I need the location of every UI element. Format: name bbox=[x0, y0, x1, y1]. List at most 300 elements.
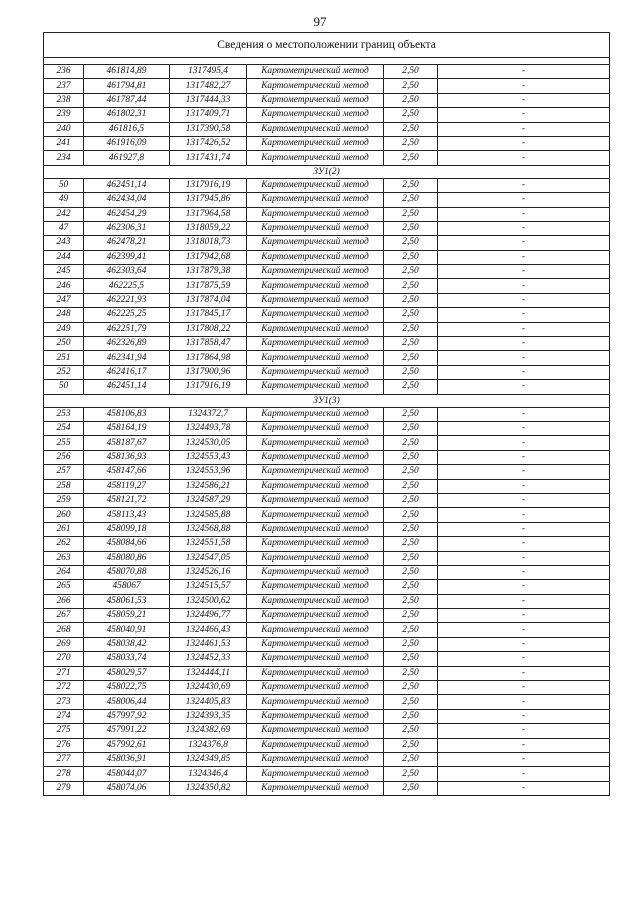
point-number-cell: 234 bbox=[44, 151, 84, 165]
method-cell: Картометрический метод bbox=[247, 250, 384, 264]
description-cell: - bbox=[438, 522, 610, 536]
coordinate-x-cell: 462434,04 bbox=[84, 193, 170, 207]
coordinate-x-cell: 458074,06 bbox=[84, 781, 170, 795]
accuracy-cell: 2,50 bbox=[384, 178, 438, 192]
accuracy-cell: 2,50 bbox=[384, 380, 438, 394]
accuracy-cell: 2,50 bbox=[384, 65, 438, 79]
table-row bbox=[44, 436, 610, 450]
description-cell: - bbox=[438, 337, 610, 351]
coordinate-x-cell: 458006,44 bbox=[84, 695, 170, 709]
description-cell: - bbox=[438, 421, 610, 435]
description-cell: - bbox=[438, 308, 610, 322]
point-number-cell: 236 bbox=[44, 65, 84, 79]
description-cell: - bbox=[438, 537, 610, 551]
method-cell: Картометрический метод bbox=[247, 322, 384, 336]
coordinate-y-cell: 1324493,78 bbox=[170, 421, 247, 435]
coordinate-x-cell: 458022,75 bbox=[84, 681, 170, 695]
method-cell: Картометрический метод bbox=[247, 508, 384, 522]
coordinate-x-cell: 462451,14 bbox=[84, 380, 170, 394]
coordinate-y-cell: 1324586,21 bbox=[170, 479, 247, 493]
description-cell: - bbox=[438, 265, 610, 279]
coordinate-x-cell: 462451,14 bbox=[84, 178, 170, 192]
coordinate-x-cell: 461794,81 bbox=[84, 79, 170, 93]
coordinate-y-cell: 1317879,38 bbox=[170, 265, 247, 279]
accuracy-cell: 2,50 bbox=[384, 279, 438, 293]
coordinate-y-cell: 1324551,58 bbox=[170, 537, 247, 551]
description-cell: - bbox=[438, 279, 610, 293]
coordinate-y-cell: 1324587,29 bbox=[170, 493, 247, 507]
point-number-cell: 243 bbox=[44, 236, 84, 250]
table-row bbox=[44, 580, 610, 594]
coordinate-y-cell: 1324372,7 bbox=[170, 407, 247, 421]
accuracy-cell: 2,50 bbox=[384, 637, 438, 651]
section-title: ЗУ1(2) bbox=[44, 165, 610, 178]
method-cell: Картометрический метод bbox=[247, 551, 384, 565]
coordinate-y-cell: 1317874,04 bbox=[170, 293, 247, 307]
description-cell: - bbox=[438, 594, 610, 608]
coordinate-x-cell: 458121,72 bbox=[84, 493, 170, 507]
spacer-row bbox=[44, 58, 610, 65]
method-cell: Картометрический метод bbox=[247, 265, 384, 279]
description-cell: - bbox=[438, 365, 610, 379]
coordinate-y-cell: 1317431,74 bbox=[170, 151, 247, 165]
table-row bbox=[44, 767, 610, 781]
coordinate-x-cell: 458036,91 bbox=[84, 752, 170, 766]
coordinate-y-cell: 1324585,88 bbox=[170, 508, 247, 522]
coordinate-y-cell: 1324530,05 bbox=[170, 436, 247, 450]
method-cell: Картометрический метод bbox=[247, 207, 384, 221]
point-number-cell: 256 bbox=[44, 450, 84, 464]
table-row bbox=[44, 450, 610, 464]
method-cell: Картометрический метод bbox=[247, 767, 384, 781]
accuracy-cell: 2,50 bbox=[384, 465, 438, 479]
method-cell: Картометрический метод bbox=[247, 79, 384, 93]
boundary-coordinates-table bbox=[43, 32, 610, 796]
point-number-cell: 251 bbox=[44, 351, 84, 365]
coordinate-y-cell: 1324553,96 bbox=[170, 465, 247, 479]
coordinate-y-cell: 1324350,82 bbox=[170, 781, 247, 795]
method-cell: Картометрический метод bbox=[247, 752, 384, 766]
coordinate-y-cell: 1317916,19 bbox=[170, 178, 247, 192]
table-row bbox=[44, 508, 610, 522]
coordinate-x-cell: 462251,79 bbox=[84, 322, 170, 336]
coordinate-y-cell: 1324452,33 bbox=[170, 652, 247, 666]
coordinate-x-cell: 461787,44 bbox=[84, 93, 170, 107]
coordinate-x-cell: 461927,8 bbox=[84, 151, 170, 165]
table-row bbox=[44, 781, 610, 795]
table-header-row bbox=[44, 33, 610, 58]
table-row bbox=[44, 594, 610, 608]
table-row bbox=[44, 108, 610, 122]
description-cell: - bbox=[438, 93, 610, 107]
coordinate-x-cell: 458119,27 bbox=[84, 479, 170, 493]
point-number-cell: 50 bbox=[44, 380, 84, 394]
description-cell: - bbox=[438, 666, 610, 680]
spacer-cell bbox=[44, 58, 610, 65]
page-number: 97 bbox=[313, 14, 327, 29]
table-row bbox=[44, 537, 610, 551]
coordinate-y-cell: 1317482,27 bbox=[170, 79, 247, 93]
coordinate-y-cell: 1317845,17 bbox=[170, 308, 247, 322]
coordinate-y-cell: 1317864,98 bbox=[170, 351, 247, 365]
method-cell: Картометрический метод bbox=[247, 122, 384, 136]
table-row bbox=[44, 565, 610, 579]
method-cell: Картометрический метод bbox=[247, 193, 384, 207]
accuracy-cell: 2,50 bbox=[384, 122, 438, 136]
coordinate-y-cell: 1324405,83 bbox=[170, 695, 247, 709]
point-number-cell: 267 bbox=[44, 609, 84, 623]
description-cell: - bbox=[438, 652, 610, 666]
point-number-cell: 241 bbox=[44, 136, 84, 150]
coordinate-y-cell: 1317945,86 bbox=[170, 193, 247, 207]
coordinate-y-cell: 1317916,19 bbox=[170, 380, 247, 394]
coordinate-y-cell: 1324376,8 bbox=[170, 738, 247, 752]
method-cell: Картометрический метод bbox=[247, 236, 384, 250]
table-row bbox=[44, 322, 610, 336]
accuracy-cell: 2,50 bbox=[384, 508, 438, 522]
method-cell: Картометрический метод bbox=[247, 436, 384, 450]
accuracy-cell: 2,50 bbox=[384, 551, 438, 565]
accuracy-cell: 2,50 bbox=[384, 724, 438, 738]
method-cell: Картометрический метод bbox=[247, 709, 384, 723]
coordinate-x-cell: 461802,31 bbox=[84, 108, 170, 122]
accuracy-cell: 2,50 bbox=[384, 151, 438, 165]
method-cell: Картометрический метод bbox=[247, 609, 384, 623]
point-number-cell: 264 bbox=[44, 565, 84, 579]
description-cell: - bbox=[438, 465, 610, 479]
table-row bbox=[44, 207, 610, 221]
coordinate-y-cell: 1324526,16 bbox=[170, 565, 247, 579]
coordinate-y-cell: 1317875,59 bbox=[170, 279, 247, 293]
table-row bbox=[44, 293, 610, 307]
method-cell: Картометрический метод bbox=[247, 724, 384, 738]
point-number-cell: 266 bbox=[44, 594, 84, 608]
method-cell: Картометрический метод bbox=[247, 565, 384, 579]
accuracy-cell: 2,50 bbox=[384, 421, 438, 435]
coordinate-x-cell: 462303,64 bbox=[84, 265, 170, 279]
method-cell: Картометрический метод bbox=[247, 652, 384, 666]
method-cell: Картометрический метод bbox=[247, 738, 384, 752]
point-number-cell: 262 bbox=[44, 537, 84, 551]
method-cell: Картометрический метод bbox=[247, 681, 384, 695]
point-number-cell: 255 bbox=[44, 436, 84, 450]
description-cell: - bbox=[438, 322, 610, 336]
accuracy-cell: 2,50 bbox=[384, 752, 438, 766]
description-cell: - bbox=[438, 637, 610, 651]
description-cell: - bbox=[438, 250, 610, 264]
accuracy-cell: 2,50 bbox=[384, 565, 438, 579]
accuracy-cell: 2,50 bbox=[384, 108, 438, 122]
table-row bbox=[44, 79, 610, 93]
coordinate-x-cell: 458080,86 bbox=[84, 551, 170, 565]
method-cell: Картометрический метод bbox=[247, 421, 384, 435]
method-cell: Картометрический метод bbox=[247, 178, 384, 192]
point-number-cell: 260 bbox=[44, 508, 84, 522]
method-cell: Картометрический метод bbox=[247, 136, 384, 150]
description-cell: - bbox=[438, 565, 610, 579]
coordinate-y-cell: 1317900,96 bbox=[170, 365, 247, 379]
table-row bbox=[44, 709, 610, 723]
method-cell: Картометрический метод bbox=[247, 380, 384, 394]
coordinate-x-cell: 462454,29 bbox=[84, 207, 170, 221]
table-header: Сведения о местоположении границ объекта bbox=[44, 33, 610, 58]
coordinate-y-cell: 1324568,88 bbox=[170, 522, 247, 536]
method-cell: Картометрический метод bbox=[247, 522, 384, 536]
description-cell: - bbox=[438, 136, 610, 150]
table-row bbox=[44, 93, 610, 107]
table-row bbox=[44, 65, 610, 79]
table-row bbox=[44, 666, 610, 680]
table-row bbox=[44, 136, 610, 150]
point-number-cell: 248 bbox=[44, 308, 84, 322]
coordinate-x-cell: 458033,74 bbox=[84, 652, 170, 666]
method-cell: Картометрический метод bbox=[247, 308, 384, 322]
coordinate-x-cell: 458029,57 bbox=[84, 666, 170, 680]
description-cell: - bbox=[438, 609, 610, 623]
table-row bbox=[44, 337, 610, 351]
method-cell: Картометрический метод bbox=[247, 151, 384, 165]
point-number-cell: 275 bbox=[44, 724, 84, 738]
coordinate-y-cell: 1317964,58 bbox=[170, 207, 247, 221]
point-number-cell: 278 bbox=[44, 767, 84, 781]
coordinate-y-cell: 1318059,22 bbox=[170, 221, 247, 235]
coordinate-x-cell: 458136,93 bbox=[84, 450, 170, 464]
coordinate-x-cell: 462341,94 bbox=[84, 351, 170, 365]
method-cell: Картометрический метод bbox=[247, 594, 384, 608]
coordinate-y-cell: 1317495,4 bbox=[170, 65, 247, 79]
accuracy-cell: 2,50 bbox=[384, 337, 438, 351]
description-cell: - bbox=[438, 221, 610, 235]
accuracy-cell: 2,50 bbox=[384, 351, 438, 365]
point-number-cell: 261 bbox=[44, 522, 84, 536]
accuracy-cell: 2,50 bbox=[384, 594, 438, 608]
method-cell: Картометрический метод bbox=[247, 479, 384, 493]
coordinate-x-cell: 462225,5 bbox=[84, 279, 170, 293]
point-number-cell: 252 bbox=[44, 365, 84, 379]
table-row bbox=[44, 752, 610, 766]
coordinate-x-cell: 458070,88 bbox=[84, 565, 170, 579]
table-row bbox=[44, 279, 610, 293]
description-cell: - bbox=[438, 781, 610, 795]
point-number-cell: 247 bbox=[44, 293, 84, 307]
accuracy-cell: 2,50 bbox=[384, 623, 438, 637]
accuracy-cell: 2,50 bbox=[384, 681, 438, 695]
accuracy-cell: 2,50 bbox=[384, 781, 438, 795]
point-number-cell: 274 bbox=[44, 709, 84, 723]
coordinate-x-cell: 462478,21 bbox=[84, 236, 170, 250]
table-row bbox=[44, 479, 610, 493]
method-cell: Картометрический метод bbox=[247, 695, 384, 709]
accuracy-cell: 2,50 bbox=[384, 293, 438, 307]
point-number-cell: 242 bbox=[44, 207, 84, 221]
coordinate-x-cell: 457997,92 bbox=[84, 709, 170, 723]
coordinate-x-cell: 461816,5 bbox=[84, 122, 170, 136]
table-row bbox=[44, 151, 610, 165]
description-cell: - bbox=[438, 108, 610, 122]
method-cell: Картометрический метод bbox=[247, 465, 384, 479]
table-row bbox=[44, 465, 610, 479]
coordinate-y-cell: 1324349,85 bbox=[170, 752, 247, 766]
method-cell: Картометрический метод bbox=[247, 365, 384, 379]
description-cell: - bbox=[438, 293, 610, 307]
coordinate-y-cell: 1317409,71 bbox=[170, 108, 247, 122]
point-number-cell: 270 bbox=[44, 652, 84, 666]
point-number-cell: 253 bbox=[44, 407, 84, 421]
point-number-cell: 249 bbox=[44, 322, 84, 336]
description-cell: - bbox=[438, 508, 610, 522]
accuracy-cell: 2,50 bbox=[384, 522, 438, 536]
table-row bbox=[44, 738, 610, 752]
point-number-cell: 276 bbox=[44, 738, 84, 752]
accuracy-cell: 2,50 bbox=[384, 79, 438, 93]
accuracy-cell: 2,50 bbox=[384, 493, 438, 507]
description-cell: - bbox=[438, 752, 610, 766]
point-number-cell: 246 bbox=[44, 279, 84, 293]
coordinate-y-cell: 1324500,62 bbox=[170, 594, 247, 608]
description-cell: - bbox=[438, 767, 610, 781]
point-number-cell: 259 bbox=[44, 493, 84, 507]
accuracy-cell: 2,50 bbox=[384, 207, 438, 221]
method-cell: Картометрический метод bbox=[247, 65, 384, 79]
accuracy-cell: 2,50 bbox=[384, 450, 438, 464]
table-row bbox=[44, 681, 610, 695]
accuracy-cell: 2,50 bbox=[384, 236, 438, 250]
description-cell: - bbox=[438, 738, 610, 752]
method-cell: Картометрический метод bbox=[247, 623, 384, 637]
table-row bbox=[44, 609, 610, 623]
description-cell: - bbox=[438, 551, 610, 565]
method-cell: Картометрический метод bbox=[247, 781, 384, 795]
table-row bbox=[44, 695, 610, 709]
table-row bbox=[44, 122, 610, 136]
coordinate-y-cell: 1317444,33 bbox=[170, 93, 247, 107]
accuracy-cell: 2,50 bbox=[384, 365, 438, 379]
accuracy-cell: 2,50 bbox=[384, 695, 438, 709]
point-number-cell: 254 bbox=[44, 421, 84, 435]
point-number-cell: 49 bbox=[44, 193, 84, 207]
coordinate-y-cell: 1324461,53 bbox=[170, 637, 247, 651]
table-row bbox=[44, 351, 610, 365]
method-cell: Картометрический метод bbox=[247, 493, 384, 507]
table-row bbox=[44, 407, 610, 421]
coordinate-y-cell: 1317426,52 bbox=[170, 136, 247, 150]
coordinate-x-cell: 458059,21 bbox=[84, 609, 170, 623]
description-cell: - bbox=[438, 436, 610, 450]
method-cell: Картометрический метод bbox=[247, 537, 384, 551]
accuracy-cell: 2,50 bbox=[384, 709, 438, 723]
table-row bbox=[44, 193, 610, 207]
point-number-cell: 258 bbox=[44, 479, 84, 493]
accuracy-cell: 2,50 bbox=[384, 407, 438, 421]
coordinate-x-cell: 462221,93 bbox=[84, 293, 170, 307]
coordinate-x-cell: 458040,91 bbox=[84, 623, 170, 637]
section-title-row bbox=[44, 165, 610, 178]
coordinate-y-cell: 1324466,43 bbox=[170, 623, 247, 637]
coordinate-y-cell: 1324515,57 bbox=[170, 580, 247, 594]
description-cell: - bbox=[438, 207, 610, 221]
method-cell: Картометрический метод bbox=[247, 637, 384, 651]
description-cell: - bbox=[438, 178, 610, 192]
accuracy-cell: 2,50 bbox=[384, 308, 438, 322]
point-number-cell: 263 bbox=[44, 551, 84, 565]
coordinate-x-cell: 462225,25 bbox=[84, 308, 170, 322]
description-cell: - bbox=[438, 351, 610, 365]
description-cell: - bbox=[438, 450, 610, 464]
coordinate-x-cell: 462306,31 bbox=[84, 221, 170, 235]
point-number-cell: 277 bbox=[44, 752, 84, 766]
coordinate-y-cell: 1324444,11 bbox=[170, 666, 247, 680]
table-row bbox=[44, 236, 610, 250]
method-cell: Картометрический метод bbox=[247, 293, 384, 307]
table-row bbox=[44, 221, 610, 235]
table-row bbox=[44, 365, 610, 379]
table-row bbox=[44, 421, 610, 435]
point-number-cell: 239 bbox=[44, 108, 84, 122]
coordinate-y-cell: 1317390,58 bbox=[170, 122, 247, 136]
table-row bbox=[44, 265, 610, 279]
point-number-cell: 240 bbox=[44, 122, 84, 136]
description-cell: - bbox=[438, 724, 610, 738]
method-cell: Картометрический метод bbox=[247, 407, 384, 421]
table-row bbox=[44, 724, 610, 738]
description-cell: - bbox=[438, 681, 610, 695]
coordinate-x-cell: 458044,07 bbox=[84, 767, 170, 781]
point-number-cell: 237 bbox=[44, 79, 84, 93]
description-cell: - bbox=[438, 623, 610, 637]
coordinate-x-cell: 458038,42 bbox=[84, 637, 170, 651]
coordinate-x-cell: 462416,17 bbox=[84, 365, 170, 379]
coordinate-x-cell: 461814,89 bbox=[84, 65, 170, 79]
description-cell: - bbox=[438, 380, 610, 394]
accuracy-cell: 2,50 bbox=[384, 738, 438, 752]
coordinate-x-cell: 458113,43 bbox=[84, 508, 170, 522]
accuracy-cell: 2,50 bbox=[384, 93, 438, 107]
accuracy-cell: 2,50 bbox=[384, 666, 438, 680]
point-number-cell: 265 bbox=[44, 580, 84, 594]
coordinate-y-cell: 1324553,43 bbox=[170, 450, 247, 464]
accuracy-cell: 2,50 bbox=[384, 136, 438, 150]
coordinate-x-cell: 458147,66 bbox=[84, 465, 170, 479]
coordinate-x-cell: 458084,66 bbox=[84, 537, 170, 551]
accuracy-cell: 2,50 bbox=[384, 265, 438, 279]
description-cell: - bbox=[438, 193, 610, 207]
accuracy-cell: 2,50 bbox=[384, 479, 438, 493]
table-row bbox=[44, 522, 610, 536]
description-cell: - bbox=[438, 493, 610, 507]
description-cell: - bbox=[438, 479, 610, 493]
coordinate-y-cell: 1318018,73 bbox=[170, 236, 247, 250]
coordinate-y-cell: 1324382,69 bbox=[170, 724, 247, 738]
description-cell: - bbox=[438, 151, 610, 165]
description-cell: - bbox=[438, 65, 610, 79]
coordinate-y-cell: 1324496,77 bbox=[170, 609, 247, 623]
point-number-cell: 50 bbox=[44, 178, 84, 192]
accuracy-cell: 2,50 bbox=[384, 221, 438, 235]
table-row bbox=[44, 551, 610, 565]
point-number-cell: 244 bbox=[44, 250, 84, 264]
description-cell: - bbox=[438, 122, 610, 136]
coordinate-x-cell: 458061,53 bbox=[84, 594, 170, 608]
table-row bbox=[44, 637, 610, 651]
coordinate-x-cell: 458099,18 bbox=[84, 522, 170, 536]
table-row bbox=[44, 178, 610, 192]
method-cell: Картометрический метод bbox=[247, 666, 384, 680]
coordinate-y-cell: 1317808,22 bbox=[170, 322, 247, 336]
coordinate-x-cell: 461916,09 bbox=[84, 136, 170, 150]
coordinate-x-cell: 458106,83 bbox=[84, 407, 170, 421]
description-cell: - bbox=[438, 580, 610, 594]
method-cell: Картометрический метод bbox=[247, 108, 384, 122]
